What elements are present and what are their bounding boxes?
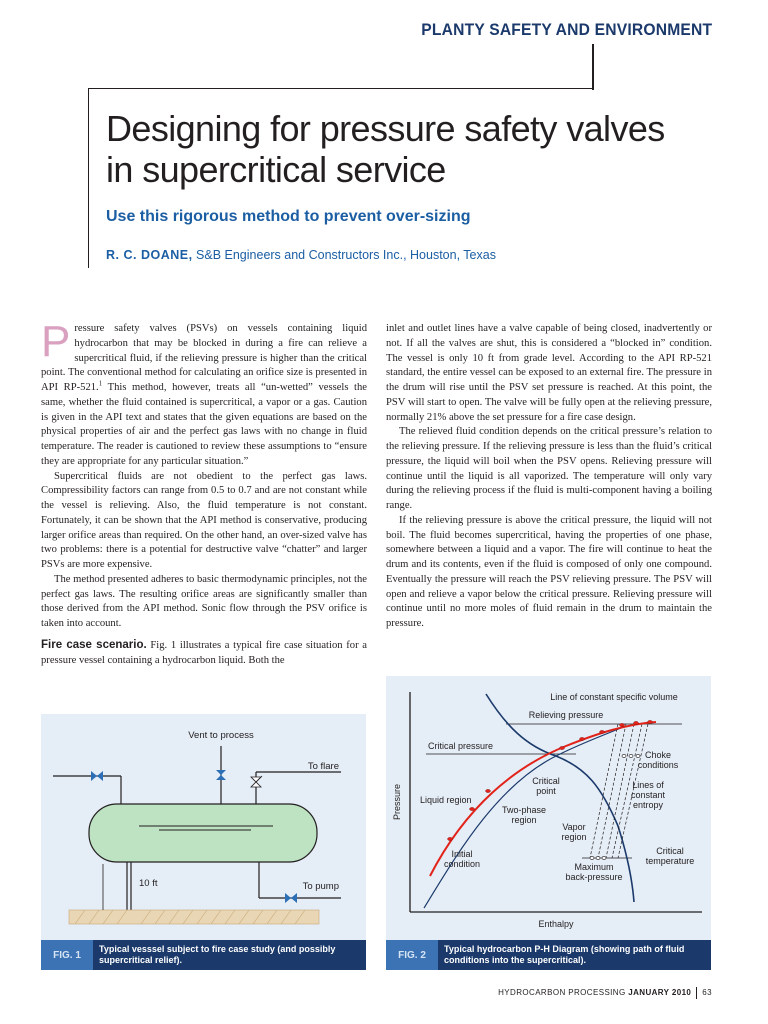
label-relieving: Relieving pressure: [528, 710, 604, 720]
label-entropy: Lines of: [632, 780, 664, 790]
paragraph: Supercritical fluids are not obedient to the perfect gas laws. Compressibility factors can range from 0.5 to 0.7 and are not constant while the vessel is relieving. Also, the fluid temperature is not constant. Fortunately, it can be shown that the API method is conservative, producing larger orifice areas than required. On the other hand, an over-sized valve has two problems: there is a potential for destructive valve “chatter” and larger PSVs are more expensive.: [41, 470, 367, 570]
issue-date: JANUARY 2010: [628, 988, 692, 998]
figure-1-caption: [41, 940, 366, 970]
section-runin-head: Fire case scenario.: [41, 638, 147, 651]
pump-label: To pump: [302, 881, 339, 892]
svg-text:entropy: entropy: [632, 800, 664, 810]
body-column-left: [41, 317, 368, 668]
label-liquid-region: Liquid region: [420, 795, 472, 805]
article-subtitle: Use this rigorous method to prevent over-sizing: [106, 208, 471, 225]
paragraph: inlet and outlet lines have a valve capable of being closed, inadvertently or not. If all the valves are shut, this is considered a “blocked in” condition. The vessel is only 10 ft from grade level. According to the API RP-521 standard, the entire vessel can be exposed to an external fire. The pressure in the drum will rise until the PSV set pressure is reached. At this point, the PSV will start to open. The valve will be fully open at the relieving pressure, normally 21% above the set pressure for a fire case design.: [386, 323, 712, 423]
ground: [69, 910, 319, 924]
svg-text:condition: condition: [443, 859, 481, 869]
paragraph: If the relieving pressure is above the critical pressure, the liquid will not boil. The fluid becomes supercritical, having the properties of one phase, somewhere between a liquid and a vapor. The fire will continue to heat the drum and its contents, even if the fluid is composed of only one compound. Eventually the pressure will reach the PSV relieving pressure. The PSV will open and relieve a vapor below the critical pressure. Relieving pressure will continue until no more moles of fluid remain in the drum to maintain the pressure.: [386, 514, 712, 629]
label-critical-point: Critical: [532, 776, 560, 786]
label-vapor-region: Vapor: [562, 822, 586, 832]
label-choke: Choke: [644, 750, 672, 760]
figure-2: [386, 676, 711, 940]
page-footer: [498, 987, 712, 999]
author-name: R. C. DOANE,: [106, 248, 193, 262]
figure-1-diagram: [41, 714, 366, 940]
paragraph: The method presented adheres to basic thermodynamic principles, not the perfect gas laws. The resulting orifice areas are significantly smaller than those derived from the API method. Sonic flow through the PSV orifice is taken into account.: [41, 573, 367, 629]
label-max-backpressure: Maximum: [574, 862, 614, 872]
svg-text:back-pressure: back-pressure: [565, 872, 623, 882]
label-critical-pressure: Critical pressure: [428, 741, 494, 751]
valve-icon: [91, 771, 97, 781]
drop-cap: P: [41, 317, 71, 366]
paragraph: [41, 638, 367, 669]
paragraph-text: This method, however, treats all “un-wetted” vessels the same, whether the fluid contained is supercritical, a vapor or a gas. Caution is given in the API text and states that the given equations are based on the physical properties of air and the perfect gas laws with no change in fluid temperature. The reader is cautioned to review these assumptions to “ensure they are appropriate for any particular situation.”: [41, 382, 367, 467]
figure-1-number: FIG. 1: [41, 940, 93, 970]
figure-1-caption-text: Typical vesssel subject to fire case study (and possibly supercritical relief).: [99, 944, 336, 965]
paragraph-text: Fig. 1 illustrates a typical fire case situation for a pressure vessel containing a hydrocarbon liquid. Both the: [41, 639, 368, 666]
pressure-vessel: [89, 804, 317, 862]
author-affiliation: S&B Engineers and Constructors Inc., Houston, Texas: [192, 248, 496, 262]
section-header: PLANTY SAFETY AND ENVIRONMENT: [421, 20, 712, 39]
paragraph: The relieved fluid condition depends on the critical pressure’s relation to the relieving pressure. If the relieving pressure is less than the fluid’s critical pressure, the liquid will boil when the PSV opens. Relieving pressure will continue until the liquid is all vaporized. The temperature will only vary during the relieving process if the fluid is multi-component having a boiling range.: [386, 426, 712, 511]
title-rule-vertical: [88, 88, 89, 268]
label-two-phase: Two-phase: [501, 805, 547, 815]
svg-text:temperature: temperature: [645, 856, 695, 866]
title-line-1: Designing for pressure safety valves: [106, 108, 665, 149]
svg-text:region: region: [511, 815, 537, 825]
figure-2-number: FIG. 2: [386, 940, 438, 970]
valve-icon: [285, 893, 291, 903]
header-rule-horizontal: [88, 88, 594, 89]
x-axis-label: Enthalpy: [538, 919, 574, 929]
height-label: 10 ft: [139, 878, 158, 889]
svg-text:point: point: [536, 786, 556, 796]
page-number: 63: [702, 988, 712, 998]
y-axis-label: Pressure: [392, 783, 402, 821]
title-line-2: in supercritical service: [106, 149, 446, 190]
footer-divider: [696, 987, 697, 999]
svg-text:constant: constant: [630, 790, 666, 800]
header-rule-vertical: [592, 44, 594, 90]
figure-2-caption: [386, 940, 711, 970]
article-title: [106, 108, 726, 190]
figure-1: [41, 714, 366, 940]
journal-name: HYDROCARBON PROCESSING: [498, 988, 626, 998]
body-column-right: [386, 322, 712, 632]
valve-icon: [216, 770, 226, 775]
label-initial: Initial: [451, 849, 473, 859]
figure-2-caption-text: Typical hydrocarbon P-H Diagram (showing path of fluid conditions into the supercritical).: [444, 944, 685, 965]
paragraph-text: ressure safety valves (PSVs) on vessels containing liquid hydrocarbon that may be blocked in during a fire can relieve a supercritical fluid, if the relieving pressure is higher than the critical point. The conventional method for calculating an orifice size is presented in API RP-521.: [41, 323, 367, 393]
flare-label: To flare: [307, 761, 339, 772]
svg-text:region: region: [561, 832, 587, 842]
byline: [106, 248, 496, 262]
vent-label: Vent to process: [188, 730, 254, 741]
paragraph: [41, 317, 367, 470]
svg-text:conditions: conditions: [637, 760, 679, 770]
label-const-volume: Line of constant specific volume: [550, 692, 678, 702]
psv-icon: [251, 777, 261, 782]
label-critical-temp: Critical: [656, 846, 684, 856]
figure-2-diagram: [386, 676, 711, 940]
reference-superscript: 1: [98, 379, 103, 388]
